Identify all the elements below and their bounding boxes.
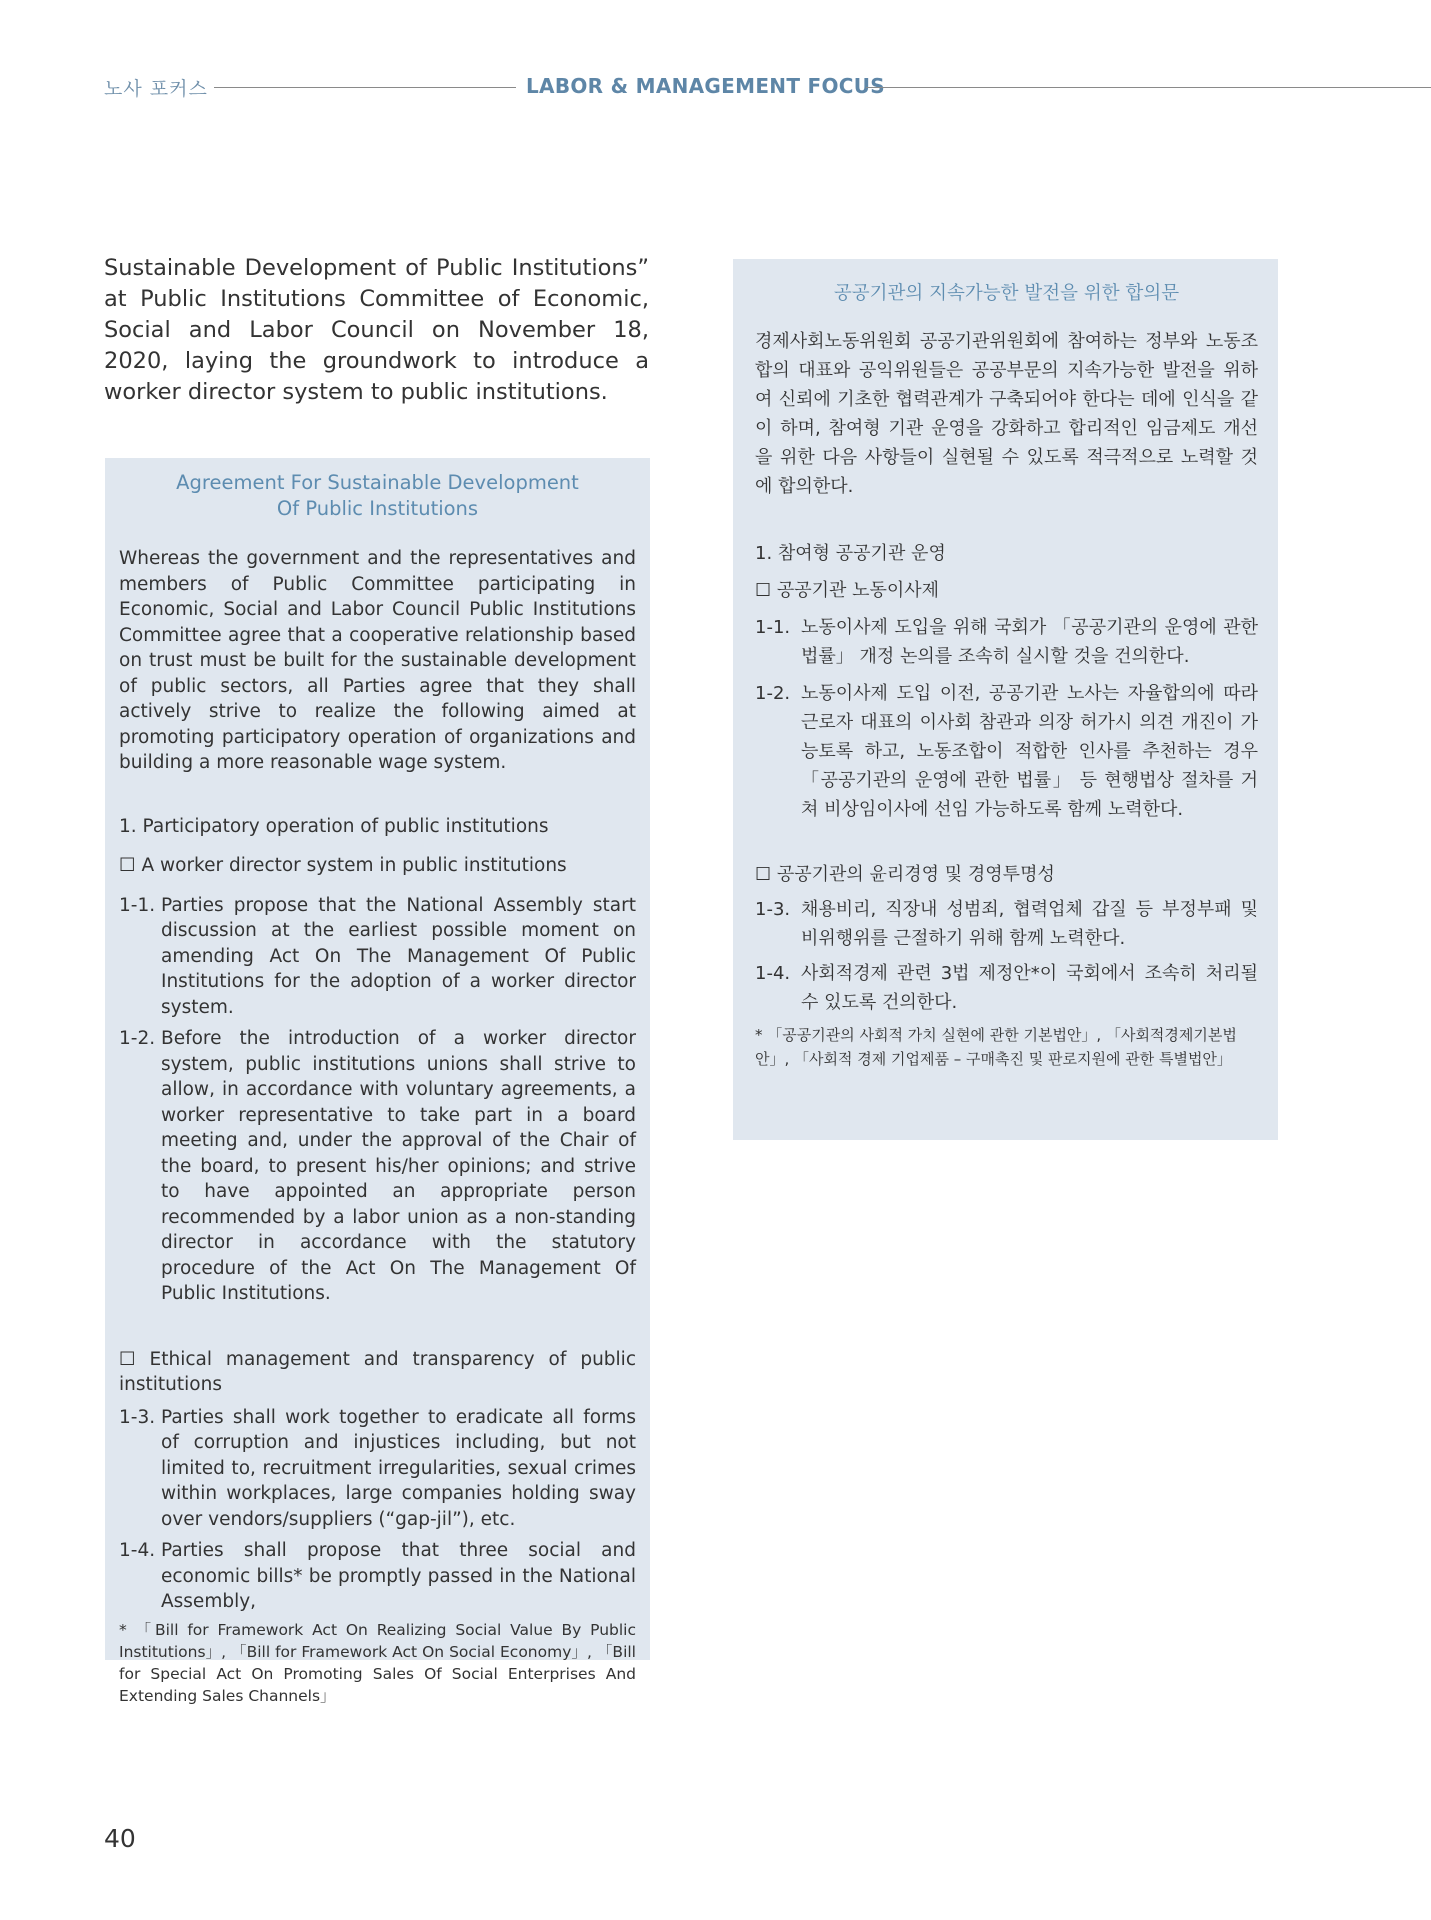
english-footnote: * 「Bill for Framework Act On Realizing Social Value By Public Institutions」, 「Bill for Framework Act On Social Economy」, 「Bill for Special Act On Promoting Sales Of Social Enterprises And Extending Sales Channels」 [119, 1620, 636, 1705]
korean-subsection-worker-director: ☐ 공공기관 노동이사제 [755, 580, 940, 601]
section-label-english: LABOR & MANAGEMENT FOCUS [526, 74, 886, 98]
item-text: 채용비리, 직장내 성범죄, 협력업체 갑질 등 부정부패 및 비위행위를 근절하기 위해 함께 노력한다. [801, 899, 1258, 949]
english-subsection-ethics: ☐ Ethical management and transparency of public institutions [119, 1348, 636, 1395]
item-text: 노동이사제 도입 이전, 공공기관 노사는 자율합의에 따라 근로자 대표의 이사회 참관과 의장 허가시 의견 개진이 가능토록 하고, 노동조합이 적합한 인사를 추천하는 경우「공공기관의 운영에 관한 법률」 등 현행법상 절차를 거쳐 비상임이사에 선임 가능하도록 함께 노력한다. [801, 683, 1258, 820]
english-preamble: Whereas the government and the representatives and members of Public Committee participating in Economic, Social and Labor Council Public Institutions Committee agree that a cooperative relationship based on trust must be built for the sustainable development of public sectors, all Parties agree that they shall actively strive to realize the following aimed at promoting participatory operation of organizations and building a more reasonable wage system. [119, 548, 636, 773]
header-divider-right [866, 87, 1431, 88]
english-item-1-2 [119, 1026, 636, 1307]
item-text: Parties shall propose that three social and economic bills* be promptly passed in the National Assembly, [161, 1540, 636, 1612]
english-box-title-line1: Agreement For Sustainable Development [176, 471, 579, 494]
item-text: 노동이사제 도입을 위해 국회가 「공공기관의 운영에 관한 법률」 개정 논의를 조속히 실시할 것을 건의한다. [801, 617, 1258, 667]
korean-subsection-ethics: ☐ 공공기관의 윤리경영 및 경영투명성 [755, 864, 1055, 885]
english-subsection-worker-director: ☐ A worker director system in public institutions [119, 855, 567, 876]
item-number: 1-1. [755, 617, 791, 638]
korean-item-1-3 [755, 895, 1258, 953]
item-text: Parties shall work together to eradicate all forms of corruption and injustices including, but not limited to, recruitment irregularities, sexual crimes within workplaces, large companies holding sway over vendors/suppliers (“gap-jil”), etc. [161, 1406, 636, 1530]
korean-item-1-4 [755, 959, 1258, 1017]
item-text: 사회적경제 관련 3법 제정안*이 국회에서 조속히 처리될 수 있도록 건의한다. [801, 963, 1258, 1013]
item-number: 1-3. [755, 899, 791, 920]
korean-preamble: 경제사회노동위원회 공공기관위원회에 참여하는 정부와 노동조합의 대표와 공익위원들은 공공부문의 지속가능한 발전을 위하여 신뢰에 기초한 협력관계가 구축되어야 한다는 데에 인식을 같이 하며, 참여형 기관 운영을 강화하고 합리적인 임금제도 개선을 위한 다음 사항들이 실현될 수 있도록 적극적으로 노력할 것에 합의한다. [755, 331, 1258, 497]
english-item-1-3 [119, 1405, 636, 1533]
english-agreement-box [105, 458, 650, 1705]
page-number: 40 [104, 1824, 136, 1853]
korean-footnote: * 「공공기관의 사회적 가치 실현에 관한 기본법안」, 「사회적경제기본법안」, 「사회적 경제 기업제품 – 구매촉진 및 판로지원에 관한 특별법안」 [755, 1026, 1237, 1068]
korean-item-1-2 [755, 679, 1258, 824]
english-box-title-line2: Of Public Institutions [276, 497, 479, 520]
item-number: 1-1. [119, 894, 156, 916]
item-number: 1-4. [119, 1540, 156, 1561]
english-item-1-1 [119, 893, 636, 1021]
item-number: 1-2. [755, 683, 791, 704]
item-number: 1-2. [119, 1028, 156, 1049]
intro-paragraph: Sustainable Development of Public Institutions” at Public Institutions Committee of Economic, Social and Labor Council on November 18, 2020, laying the groundwork to introduce a worker director system to public institutions. [104, 255, 649, 405]
item-number: 1-4. [755, 963, 791, 984]
korean-agreement-box [733, 259, 1278, 1140]
item-text: Before the introduction of a worker director system, public institutions unions shall strive to allow, in accordance with voluntary agreements, a worker representative to take part in a board meeting and, under the approval of the Chair of the board, to present his/her opinions; and strive to have appointed an appropriate person recommended by a labor union as a non-standing director in accordance with the statutory procedure of the Act On The Management Of Public Institutions. [161, 1028, 636, 1304]
english-box-title [119, 470, 636, 522]
korean-section1-heading: 1. 참여형 공공기관 운영 [755, 543, 946, 564]
korean-box-title: 공공기관의 지속가능한 발전을 위한 합의문 [833, 283, 1180, 304]
english-item-1-4 [119, 1538, 636, 1615]
item-text: Parties propose that the National Assembly start discussion at the earliest possible moment on amending Act On The Management Of Public Institutions for the adoption of a worker director system. [161, 894, 636, 1018]
korean-item-1-1 [755, 613, 1258, 671]
item-number: 1-3. [119, 1406, 156, 1428]
english-section1-heading: 1. Participatory operation of public institutions [119, 815, 549, 837]
section-label-korean: 노사 포커스 [104, 78, 208, 100]
header-divider-left [214, 87, 516, 88]
